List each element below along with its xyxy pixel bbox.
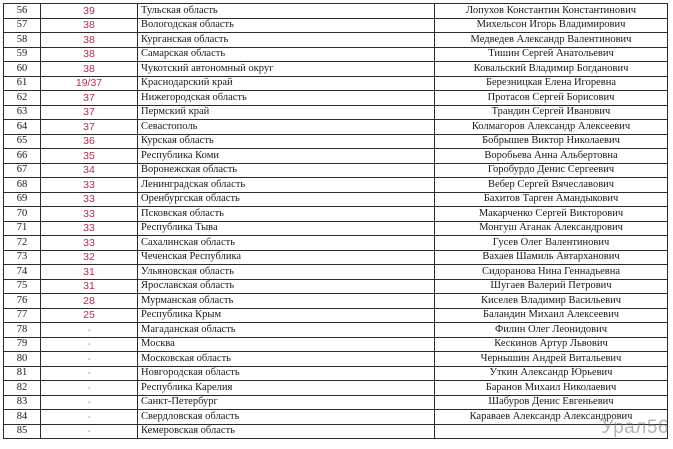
row-person-name: Макарченко Сергей Викторович	[435, 207, 668, 222]
row-person-name: Тишин Сергей Анатольевич	[435, 47, 668, 62]
row-person-name: Шабуров Денис Евгеньевич	[435, 395, 668, 410]
row-score: 37	[41, 105, 138, 120]
row-region: Воронежская область	[138, 163, 435, 178]
row-region: Магаданская область	[138, 323, 435, 338]
row-score: 36	[41, 134, 138, 149]
row-score: 31	[41, 279, 138, 294]
row-number: 78	[4, 323, 41, 338]
table-row	[4, 221, 668, 236]
row-region: Севастополь	[138, 120, 435, 135]
row-score: -	[41, 424, 138, 439]
row-region: Свердловская область	[138, 410, 435, 425]
row-region: Республика Крым	[138, 308, 435, 323]
row-region: Курская область	[138, 134, 435, 149]
row-score: 33	[41, 207, 138, 222]
row-number: 57	[4, 18, 41, 33]
row-number: 64	[4, 120, 41, 135]
row-score: 38	[41, 47, 138, 62]
row-person-name: Ковальский Владимир Богданович	[435, 62, 668, 77]
row-region: Санкт-Петербург	[138, 395, 435, 410]
row-score: -	[41, 366, 138, 381]
row-region: Москва	[138, 337, 435, 352]
row-person-name: Воробьева Анна Альбертовна	[435, 149, 668, 164]
row-number: 62	[4, 91, 41, 106]
row-score: 38	[41, 33, 138, 48]
row-score: 37	[41, 120, 138, 135]
row-person-name: Киселев Владимир Васильевич	[435, 294, 668, 309]
table-row	[4, 76, 668, 91]
table-row	[4, 366, 668, 381]
row-person-name	[435, 424, 668, 439]
row-number: 73	[4, 250, 41, 265]
row-person-name: Вахаев Шамиль Автарханович	[435, 250, 668, 265]
watermark: Урал56	[601, 417, 669, 438]
row-region: Курганская область	[138, 33, 435, 48]
row-region: Ярославская область	[138, 279, 435, 294]
row-region: Самарская область	[138, 47, 435, 62]
row-region: Ульяновская область	[138, 265, 435, 280]
row-person-name: Чернышин Андрей Витальевич	[435, 352, 668, 367]
row-number: 71	[4, 221, 41, 236]
row-number: 59	[4, 47, 41, 62]
table-row	[4, 265, 668, 280]
row-region: Тульская область	[138, 4, 435, 19]
row-score: -	[41, 381, 138, 396]
table-row	[4, 178, 668, 193]
row-person-name: Медведев Александр Валентинович	[435, 33, 668, 48]
row-number: 85	[4, 424, 41, 439]
table-row	[4, 250, 668, 265]
row-score: 35	[41, 149, 138, 164]
row-region: Чукотский автономный округ	[138, 62, 435, 77]
table-row	[4, 294, 668, 309]
row-person-name: Протасов Сергей Борисович	[435, 91, 668, 106]
row-person-name: Михельсон Игорь Владимирович	[435, 18, 668, 33]
table-row	[4, 352, 668, 367]
row-number: 69	[4, 192, 41, 207]
row-number: 68	[4, 178, 41, 193]
row-region: Московская область	[138, 352, 435, 367]
row-person-name: Трандин Сергей Иванович	[435, 105, 668, 120]
row-region: Нижегородская область	[138, 91, 435, 106]
row-score: 38	[41, 62, 138, 77]
table-row	[4, 18, 668, 33]
table-row	[4, 337, 668, 352]
table-row	[4, 381, 668, 396]
row-person-name: Филин Олег Леонидович	[435, 323, 668, 338]
row-number: 67	[4, 163, 41, 178]
table-row	[4, 192, 668, 207]
row-number: 65	[4, 134, 41, 149]
row-score: 25	[41, 308, 138, 323]
row-score: 33	[41, 192, 138, 207]
row-person-name: Березницкая Елена Игоревна	[435, 76, 668, 91]
row-region: Пермский край	[138, 105, 435, 120]
table-row	[4, 149, 668, 164]
row-score: 34	[41, 163, 138, 178]
row-region: Оренбургская область	[138, 192, 435, 207]
row-number: 63	[4, 105, 41, 120]
table-row	[4, 62, 668, 77]
table-row	[4, 424, 668, 439]
table-row	[4, 33, 668, 48]
table-row	[4, 134, 668, 149]
row-person-name: Горобурдо Денис Сергеевич	[435, 163, 668, 178]
row-number: 72	[4, 236, 41, 251]
table-row	[4, 91, 668, 106]
row-score: -	[41, 395, 138, 410]
row-score: 19/37	[41, 76, 138, 91]
row-person-name: Вебер Сергей Вячеславович	[435, 178, 668, 193]
row-person-name: Гусев Олег Валентинович	[435, 236, 668, 251]
row-number: 75	[4, 279, 41, 294]
row-person-name: Колмагоров Александр Алексеевич	[435, 120, 668, 135]
row-region: Республика Карелия	[138, 381, 435, 396]
row-score: 37	[41, 91, 138, 106]
row-region: Кемеровская область	[138, 424, 435, 439]
row-region: Вологодская область	[138, 18, 435, 33]
row-person-name: Уткин Александр Юрьевич	[435, 366, 668, 381]
table-row	[4, 47, 668, 62]
row-number: 82	[4, 381, 41, 396]
row-number: 74	[4, 265, 41, 280]
table-row	[4, 163, 668, 178]
row-number: 76	[4, 294, 41, 309]
table-row	[4, 236, 668, 251]
row-number: 56	[4, 4, 41, 19]
ranking-table	[3, 3, 668, 439]
row-region: Псковская область	[138, 207, 435, 222]
row-person-name: Караваев Александр Александрович	[435, 410, 668, 425]
row-number: 83	[4, 395, 41, 410]
row-person-name: Бобрышев Виктор Николаевич	[435, 134, 668, 149]
row-score: -	[41, 410, 138, 425]
row-score: 33	[41, 178, 138, 193]
row-person-name: Баландин Михаил Алексеевич	[435, 308, 668, 323]
row-region: Ленинградская область	[138, 178, 435, 193]
row-region: Чеченская Республика	[138, 250, 435, 265]
row-number: 80	[4, 352, 41, 367]
row-person-name: Бахитов Тарген Амандыкович	[435, 192, 668, 207]
table-row	[4, 410, 668, 425]
row-number: 66	[4, 149, 41, 164]
row-number: 70	[4, 207, 41, 222]
row-score: 33	[41, 221, 138, 236]
row-score: -	[41, 323, 138, 338]
row-score: -	[41, 352, 138, 367]
row-score: 32	[41, 250, 138, 265]
row-region: Краснодарский край	[138, 76, 435, 91]
row-number: 58	[4, 33, 41, 48]
row-score: 31	[41, 265, 138, 280]
table-row	[4, 279, 668, 294]
row-region: Новгородская область	[138, 366, 435, 381]
row-person-name: Шугаев Валерий Петрович	[435, 279, 668, 294]
row-score: 33	[41, 236, 138, 251]
table-row	[4, 308, 668, 323]
table-row	[4, 395, 668, 410]
row-number: 60	[4, 62, 41, 77]
row-person-name: Баранов Михаил Николаевич	[435, 381, 668, 396]
row-score: -	[41, 337, 138, 352]
row-region: Мурманская область	[138, 294, 435, 309]
table-row	[4, 120, 668, 135]
row-person-name: Монгуш Аганак Александрович	[435, 221, 668, 236]
row-person-name: Лопухов Константин Константинович	[435, 4, 668, 19]
row-person-name: Кескинов Артур Львович	[435, 337, 668, 352]
table-row	[4, 4, 668, 19]
table-row	[4, 105, 668, 120]
row-score: 38	[41, 18, 138, 33]
row-number: 84	[4, 410, 41, 425]
row-person-name: Сидоранова Нина Геннадьевна	[435, 265, 668, 280]
row-region: Республика Тыва	[138, 221, 435, 236]
row-number: 77	[4, 308, 41, 323]
row-region: Республика Коми	[138, 149, 435, 164]
table-row	[4, 323, 668, 338]
row-number: 79	[4, 337, 41, 352]
table-row	[4, 207, 668, 222]
row-score: 39	[41, 4, 138, 19]
row-number: 81	[4, 366, 41, 381]
row-score: 28	[41, 294, 138, 309]
row-region: Сахалинская область	[138, 236, 435, 251]
ranking-table-body	[4, 4, 668, 439]
row-number: 61	[4, 76, 41, 91]
